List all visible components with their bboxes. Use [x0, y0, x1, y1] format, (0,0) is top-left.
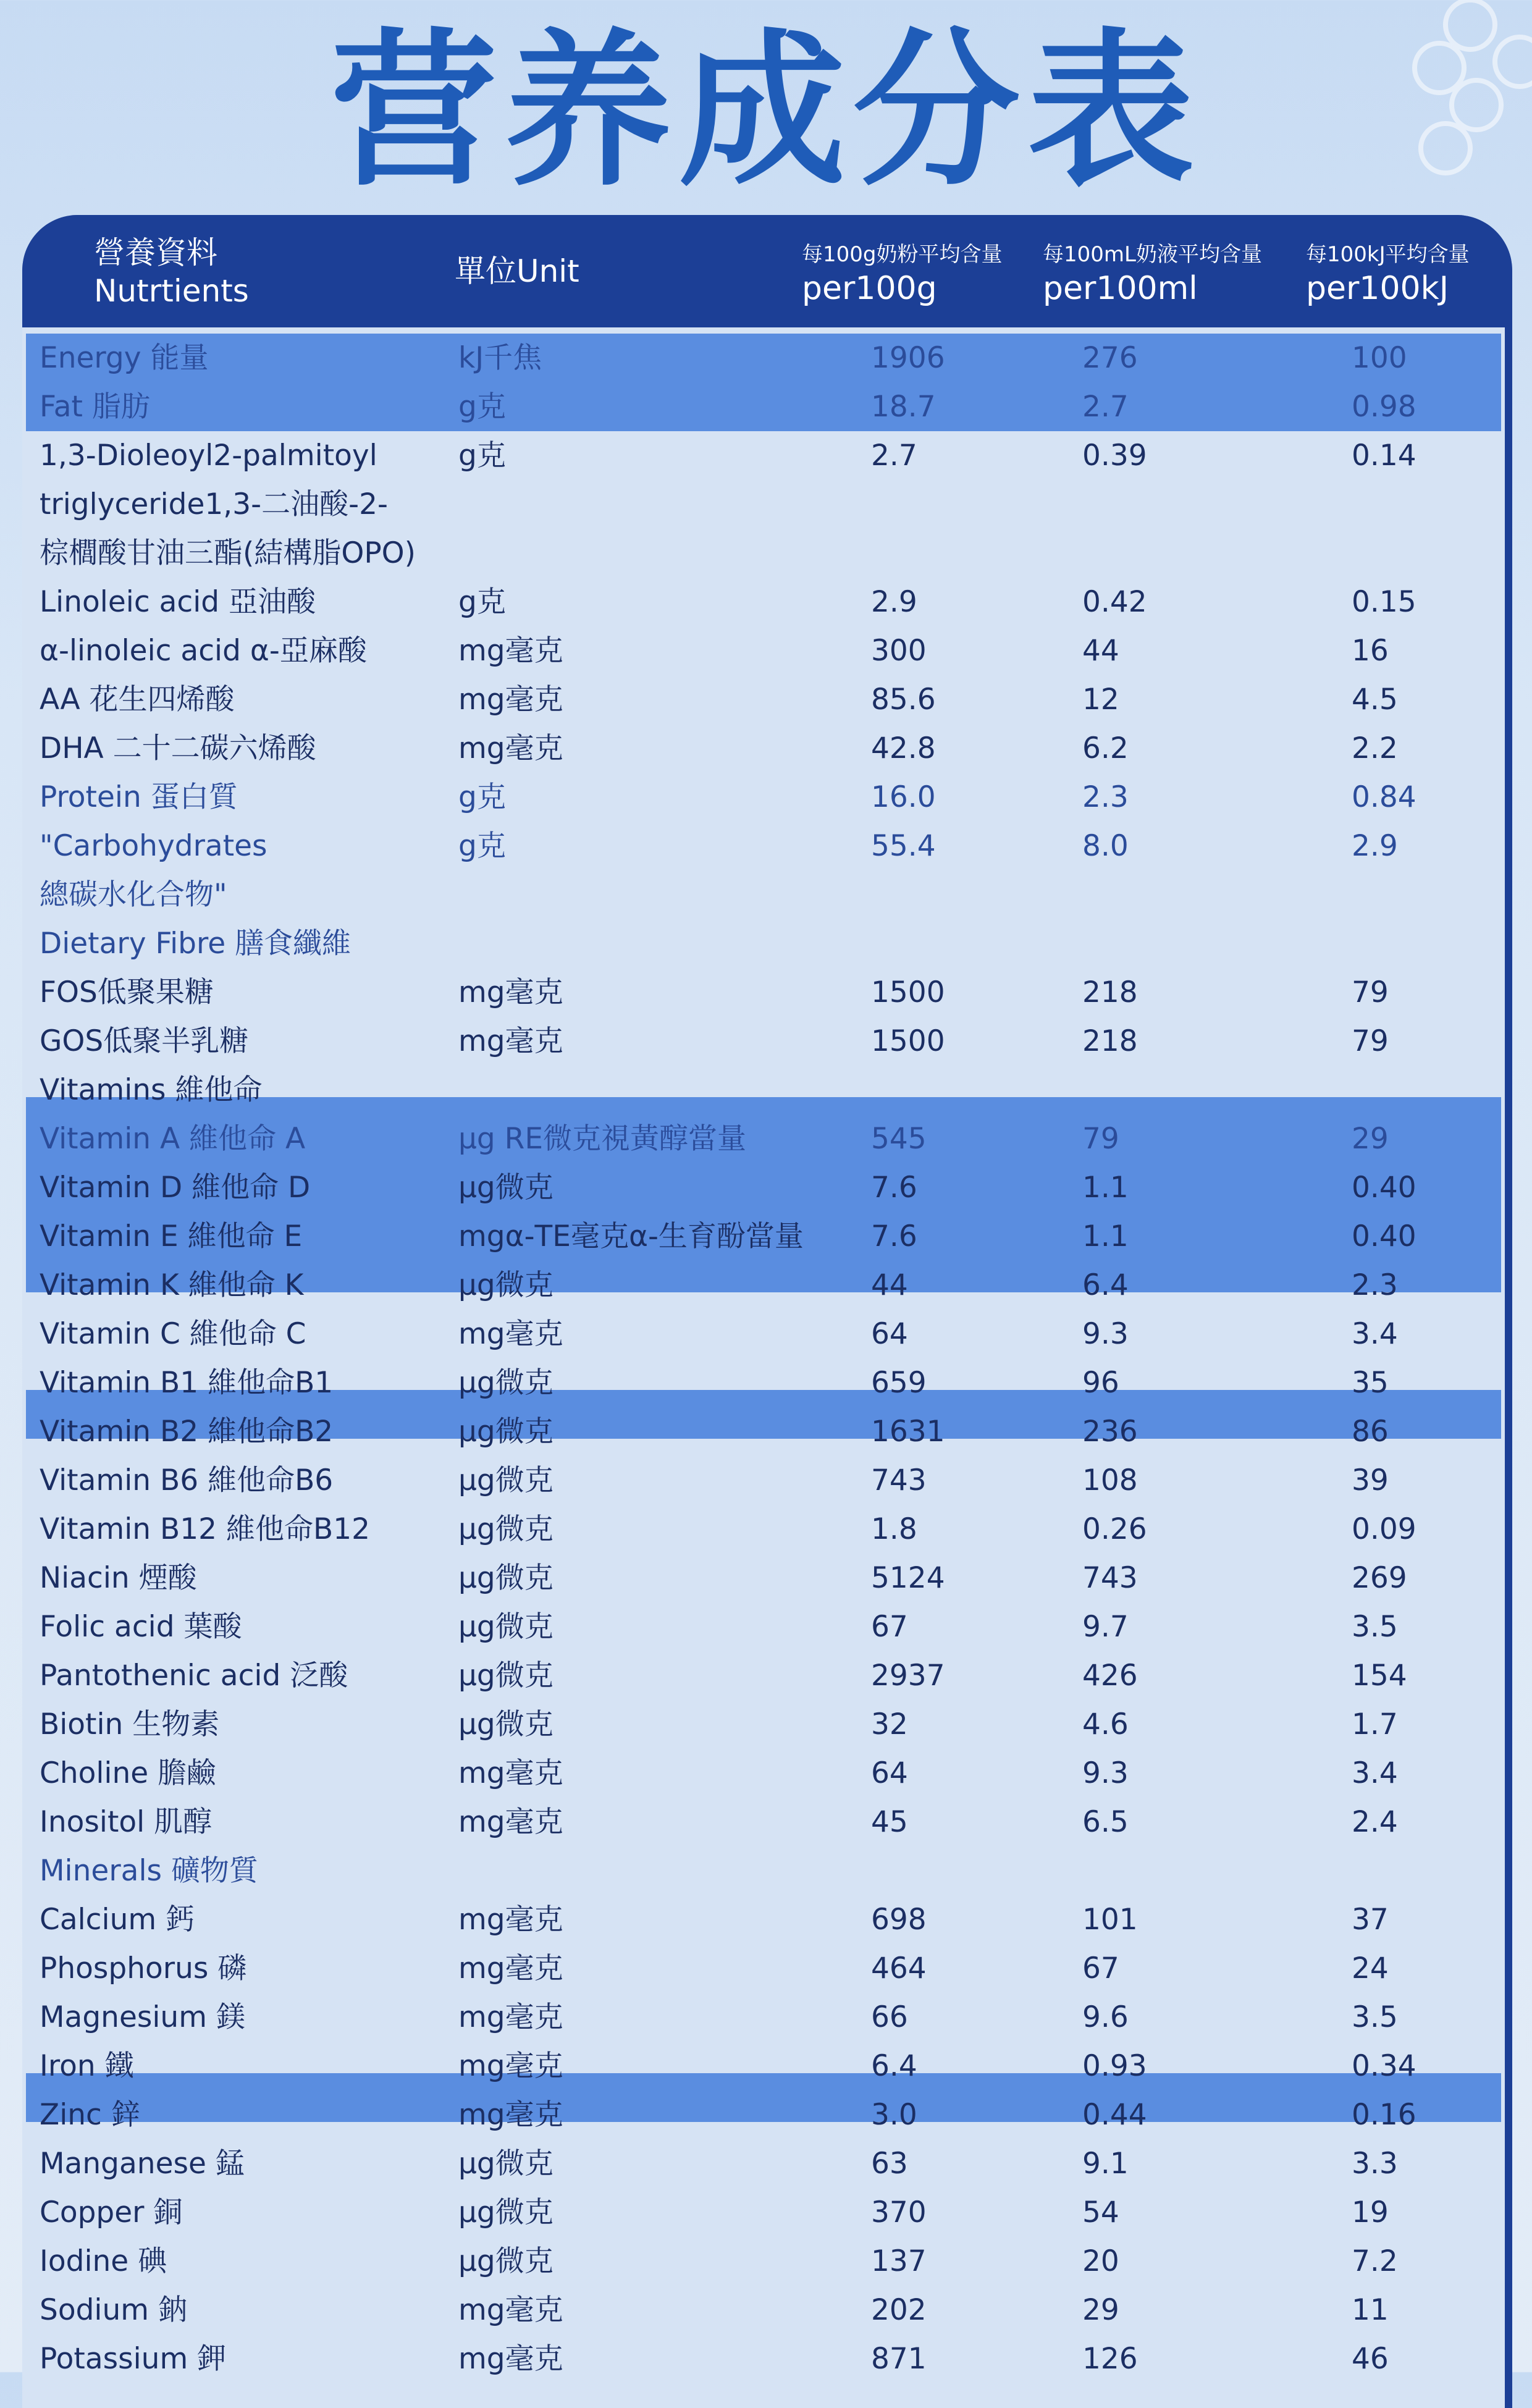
nutrient-name: Vitamin B1 維他命B1 — [40, 1366, 334, 1400]
value-per100kj: 0.40 — [1352, 1171, 1416, 1205]
value-per100kj: 7.2 — [1352, 2244, 1398, 2278]
nutrient-name: triglyceride1,3-二油酸-2- — [40, 487, 388, 521]
nutrient-name: Niacin 煙酸 — [40, 1561, 197, 1595]
value-per100ml: 9.6 — [1082, 2000, 1129, 2034]
unit-cell: mg毫克 — [458, 1756, 563, 1790]
unit-cell: μg微克 — [458, 1366, 553, 1400]
table-row — [22, 1066, 1505, 1114]
nutrient-name: Linoleic acid 亞油酸 — [40, 585, 316, 619]
table-row — [22, 1261, 1505, 1310]
nutrient-name: Vitamin B12 維他命B12 — [40, 1512, 371, 1546]
value-per100kj: 19 — [1352, 2195, 1389, 2229]
value-per100g: 1906 — [871, 341, 945, 375]
table-row — [22, 1993, 1505, 2042]
value-per100kj: 269 — [1352, 1561, 1407, 1595]
value-per100g: 545 — [871, 1122, 927, 1156]
header-per100g-caption: 每100g奶粉平均含量 — [802, 242, 1003, 267]
value-per100ml: 218 — [1082, 1024, 1138, 1058]
unit-cell: g克 — [458, 585, 506, 619]
unit-cell: μg微克 — [458, 2147, 553, 2181]
value-per100ml: 2.7 — [1082, 390, 1129, 424]
table-header — [22, 215, 1512, 327]
unit-cell: μg微克 — [458, 1659, 553, 1693]
value-per100ml: 108 — [1082, 1463, 1138, 1497]
value-per100kj: 11 — [1352, 2293, 1389, 2327]
value-per100kj: 2.3 — [1352, 1268, 1398, 1302]
page-title: 营养成分表 — [330, 14, 1202, 208]
nutrient-name: Inositol 肌醇 — [40, 1805, 213, 1839]
nutrient-name: Biotin 生物素 — [40, 1707, 220, 1741]
value-per100kj: 3.4 — [1352, 1756, 1398, 1790]
value-per100ml: 29 — [1082, 2293, 1119, 2327]
value-per100ml: 0.26 — [1082, 1512, 1147, 1546]
unit-cell: μg微克 — [458, 1268, 553, 1302]
unit-cell: μg微克 — [458, 1561, 553, 1595]
value-per100ml: 9.3 — [1082, 1756, 1129, 1790]
unit-cell: g克 — [458, 439, 506, 473]
value-per100kj: 1.7 — [1352, 1707, 1398, 1741]
value-per100g: 464 — [871, 1951, 927, 1985]
value-per100kj: 0.09 — [1352, 1512, 1416, 1546]
value-per100kj: 4.5 — [1352, 683, 1398, 717]
unit-cell: mg毫克 — [458, 2098, 563, 2132]
value-per100g: 202 — [871, 2293, 927, 2327]
nutrient-name: Minerals 礦物質 — [40, 1854, 258, 1888]
value-per100ml: 20 — [1082, 2244, 1119, 2278]
value-per100ml: 44 — [1082, 634, 1119, 668]
nutrient-name: "Carbohydrates — [40, 829, 267, 863]
table-row — [22, 529, 1505, 578]
value-per100kj: 100 — [1352, 341, 1407, 375]
value-per100g: 370 — [871, 2195, 927, 2229]
table-row — [22, 2334, 1505, 2383]
value-per100ml: 1.1 — [1082, 1171, 1129, 1205]
unit-cell: μg RE微克視黃醇當量 — [458, 1122, 747, 1156]
value-per100g: 18.7 — [871, 390, 936, 424]
unit-cell: mg毫克 — [458, 1024, 563, 1058]
header-per100g-label: per100g — [802, 270, 937, 307]
value-per100kj: 0.84 — [1352, 780, 1416, 814]
value-per100kj: 3.4 — [1352, 1317, 1398, 1351]
unit-cell: mg毫克 — [458, 2000, 563, 2034]
value-per100kj: 37 — [1352, 1903, 1389, 1937]
value-per100ml: 54 — [1082, 2195, 1119, 2229]
unit-cell: μg微克 — [458, 1512, 553, 1546]
nutrient-name: Vitamin B6 維他命B6 — [40, 1463, 334, 1497]
value-per100g: 16.0 — [871, 780, 936, 814]
nutrient-name: Vitamin A 維他命 A — [40, 1122, 306, 1156]
value-per100g: 1500 — [871, 975, 945, 1009]
value-per100g: 67 — [871, 1610, 908, 1644]
unit-cell: mg毫克 — [458, 1805, 563, 1839]
value-per100ml: 67 — [1082, 1951, 1119, 1985]
value-per100kj: 39 — [1352, 1463, 1389, 1497]
value-per100kj: 35 — [1352, 1366, 1389, 1400]
value-per100ml: 6.5 — [1082, 1805, 1129, 1839]
unit-cell: kJ千焦 — [458, 341, 542, 375]
value-per100ml: 6.2 — [1082, 731, 1129, 765]
nutrient-name: Vitamin E 維他命 E — [40, 1219, 303, 1253]
value-per100g: 2.9 — [871, 585, 917, 619]
table-row — [22, 1798, 1505, 1846]
value-per100g: 5124 — [871, 1561, 945, 1595]
value-per100ml: 126 — [1082, 2342, 1138, 2376]
table-row — [22, 1017, 1505, 1066]
nutrient-name: Fat 脂肪 — [40, 390, 150, 424]
nutrient-name: Dietary Fibre 膳食纖維 — [40, 927, 351, 961]
unit-cell: mg毫克 — [458, 683, 563, 717]
value-per100kj: 0.15 — [1352, 585, 1416, 619]
value-per100ml: 0.93 — [1082, 2049, 1147, 2083]
nutrient-name: Vitamins 維他命 — [40, 1073, 263, 1107]
table-row — [22, 2237, 1505, 2286]
unit-cell: μg微克 — [458, 1610, 553, 1644]
value-per100ml: 0.42 — [1082, 585, 1147, 619]
value-per100kj: 3.5 — [1352, 1610, 1398, 1644]
header-unit: 單位Unit — [455, 253, 579, 289]
nutrient-name: Magnesium 鎂 — [40, 2000, 245, 2034]
nutrient-name: 總碳水化合物" — [40, 878, 227, 912]
value-per100ml: 0.44 — [1082, 2098, 1147, 2132]
nutrient-name: 棕櫚酸甘油三酯(結構脂OPO) — [40, 536, 416, 570]
value-per100kj: 0.14 — [1352, 439, 1416, 473]
value-per100g: 1500 — [871, 1024, 945, 1058]
value-per100kj: 3.3 — [1352, 2147, 1398, 2181]
table-row — [22, 480, 1505, 529]
nutrient-name: 1,3-Dioleoyl2-palmitoyl — [40, 439, 377, 473]
unit-cell: μg微克 — [458, 2195, 553, 2229]
value-per100ml: 6.4 — [1082, 1268, 1129, 1302]
header-per100ml-label: per100ml — [1043, 270, 1198, 307]
value-per100ml: 96 — [1082, 1366, 1119, 1400]
nutrient-name: α-linoleic acid α-亞麻酸 — [40, 634, 367, 668]
table-row — [22, 334, 1505, 382]
table-row — [22, 382, 1505, 431]
nutrient-name: Calcium 鈣 — [40, 1903, 195, 1937]
value-per100g: 300 — [871, 634, 927, 668]
nutrient-name: DHA 二十二碳六烯酸 — [40, 731, 316, 765]
nutrition-table — [22, 215, 1512, 2408]
value-per100ml: 9.1 — [1082, 2147, 1129, 2181]
nutrient-name: Copper 銅 — [40, 2195, 183, 2229]
value-per100g: 698 — [871, 1903, 927, 1937]
nutrient-name: Folic acid 葉酸 — [40, 1610, 242, 1644]
unit-cell: mg毫克 — [458, 2049, 563, 2083]
table-row — [22, 1651, 1505, 1700]
value-per100g: 2.7 — [871, 439, 917, 473]
unit-cell: mg毫克 — [458, 2342, 563, 2376]
value-per100g: 1.8 — [871, 1512, 917, 1546]
value-per100ml: 218 — [1082, 975, 1138, 1009]
value-per100kj: 3.5 — [1352, 2000, 1398, 2034]
header-per100g — [802, 241, 1002, 309]
table-row — [22, 968, 1505, 1017]
table-row — [22, 919, 1505, 968]
table-row — [22, 1944, 1505, 1993]
unit-cell: μg微克 — [458, 1463, 553, 1497]
unit-cell: mg毫克 — [458, 1903, 563, 1937]
value-per100g: 743 — [871, 1463, 927, 1497]
nutrient-name: Choline 膽鹼 — [40, 1756, 216, 1790]
value-per100ml: 0.39 — [1082, 439, 1147, 473]
value-per100kj: 16 — [1352, 634, 1389, 668]
unit-cell: μg微克 — [458, 1415, 553, 1449]
value-per100kj: 154 — [1352, 1659, 1407, 1693]
value-per100g: 1631 — [871, 1415, 945, 1449]
value-per100g: 3.0 — [871, 2098, 917, 2132]
value-per100g: 137 — [871, 2244, 927, 2278]
nutrient-name: Phosphorus 磷 — [40, 1951, 247, 1985]
table-row — [22, 1163, 1505, 1212]
nutrient-name: Iodine 碘 — [40, 2244, 167, 2278]
value-per100g: 871 — [871, 2342, 927, 2376]
unit-cell: mg毫克 — [458, 731, 563, 765]
value-per100g: 659 — [871, 1366, 927, 1400]
value-per100g: 32 — [871, 1707, 908, 1741]
nutrient-name: Pantothenic acid 泛酸 — [40, 1659, 348, 1693]
value-per100kj: 2.9 — [1352, 829, 1398, 863]
table-row — [22, 1212, 1505, 1261]
header-per100kj-caption: 每100kJ平均含量 — [1306, 242, 1470, 267]
nutrient-name: GOS低聚半乳糖 — [40, 1024, 249, 1058]
table-row — [22, 2042, 1505, 2090]
table-row — [22, 1895, 1505, 1944]
table-row — [22, 1114, 1505, 1163]
value-per100kj: 24 — [1352, 1951, 1389, 1985]
unit-cell: μg微克 — [458, 1171, 553, 1205]
value-per100g: 66 — [871, 2000, 908, 2034]
unit-cell: g克 — [458, 780, 506, 814]
nutrient-name: Vitamin D 維他命 D — [40, 1171, 311, 1205]
table-row — [22, 626, 1505, 675]
table-row — [22, 1700, 1505, 1749]
header-nutrients — [94, 234, 249, 310]
value-per100kj: 2.2 — [1352, 731, 1398, 765]
header-nutrients-en: Nutrtients — [94, 273, 249, 309]
value-per100kj: 86 — [1352, 1415, 1389, 1449]
table-row — [22, 1554, 1505, 1602]
table-row — [22, 773, 1505, 822]
value-per100g: 7.6 — [871, 1219, 917, 1253]
value-per100kj: 79 — [1352, 975, 1389, 1009]
nutrient-name: Sodium 鈉 — [40, 2293, 187, 2327]
value-per100kj: 29 — [1352, 1122, 1389, 1156]
nutrient-name: Iron 鐵 — [40, 2049, 134, 2083]
value-per100ml: 8.0 — [1082, 829, 1129, 863]
value-per100g: 55.4 — [871, 829, 936, 863]
unit-cell: mg毫克 — [458, 1317, 563, 1351]
value-per100kj: 0.40 — [1352, 1219, 1416, 1253]
value-per100ml: 1.1 — [1082, 1219, 1129, 1253]
nutrient-name: Manganese 錳 — [40, 2147, 245, 2181]
table-row — [22, 870, 1505, 919]
nutrient-name: Zinc 鋅 — [40, 2098, 140, 2132]
value-per100kj: 2.4 — [1352, 1805, 1398, 1839]
value-per100ml: 2.3 — [1082, 780, 1129, 814]
value-per100ml: 9.3 — [1082, 1317, 1129, 1351]
unit-cell: mg毫克 — [458, 975, 563, 1009]
nutrient-name: Energy 能量 — [40, 341, 209, 375]
value-per100g: 2937 — [871, 1659, 945, 1693]
table-row — [22, 2188, 1505, 2237]
table-row — [22, 1505, 1505, 1554]
table-row — [22, 2286, 1505, 2334]
table-row — [22, 578, 1505, 626]
unit-cell: mg毫克 — [458, 1951, 563, 1985]
value-per100kj: 0.16 — [1352, 2098, 1416, 2132]
value-per100ml: 236 — [1082, 1415, 1138, 1449]
value-per100ml: 276 — [1082, 341, 1138, 375]
unit-cell: μg微克 — [458, 2244, 553, 2278]
nutrient-name: Vitamin B2 維他命B2 — [40, 1415, 334, 1449]
table-row — [22, 1602, 1505, 1651]
value-per100kj: 0.34 — [1352, 2049, 1416, 2083]
value-per100ml: 4.6 — [1082, 1707, 1129, 1741]
value-per100g: 85.6 — [871, 683, 936, 717]
header-per100ml — [1043, 241, 1262, 309]
unit-cell: mgα-TE毫克α-生育酚當量 — [458, 1219, 804, 1253]
table-row — [22, 1310, 1505, 1358]
header-per100kj-label: per100kJ — [1306, 270, 1449, 307]
header-per100ml-caption: 每100mL奶液平均含量 — [1043, 242, 1262, 267]
value-per100g: 44 — [871, 1268, 908, 1302]
value-per100g: 45 — [871, 1805, 908, 1839]
value-per100ml: 79 — [1082, 1122, 1119, 1156]
value-per100kj: 79 — [1352, 1024, 1389, 1058]
value-per100ml: 9.7 — [1082, 1610, 1129, 1644]
value-per100g: 63 — [871, 2147, 908, 2181]
unit-cell: μg微克 — [458, 1707, 553, 1741]
unit-cell: mg毫克 — [458, 2293, 563, 2327]
table-row — [22, 1456, 1505, 1505]
value-per100ml: 743 — [1082, 1561, 1138, 1595]
value-per100ml: 12 — [1082, 683, 1119, 717]
table-row — [22, 822, 1505, 870]
value-per100g: 64 — [871, 1756, 908, 1790]
nutrient-name: FOS低聚果糖 — [40, 975, 214, 1009]
table-row — [22, 1358, 1505, 1407]
value-per100g: 7.6 — [871, 1171, 917, 1205]
table-row — [22, 1749, 1505, 1798]
value-per100kj: 46 — [1352, 2342, 1389, 2376]
value-per100g: 42.8 — [871, 731, 936, 765]
unit-cell: g克 — [458, 390, 506, 424]
table-row — [22, 1407, 1505, 1456]
value-per100g: 6.4 — [871, 2049, 917, 2083]
nutrient-name: Protein 蛋白質 — [40, 780, 238, 814]
nutrient-name: Vitamin K 維他命 K — [40, 1268, 304, 1302]
table-row — [22, 724, 1505, 773]
table-row — [22, 675, 1505, 724]
table-row — [22, 2139, 1505, 2188]
nutrient-name: Potassium 鉀 — [40, 2342, 227, 2376]
table-row — [22, 431, 1505, 480]
value-per100kj: 0.98 — [1352, 390, 1416, 424]
unit-cell: mg毫克 — [458, 634, 563, 668]
table-row — [22, 2090, 1505, 2139]
table-body — [22, 327, 1505, 2408]
header-nutrients-zh: 營養資料 — [94, 235, 217, 271]
header-per100kj — [1306, 241, 1470, 309]
unit-cell: g克 — [458, 829, 506, 863]
nutrient-name: AA 花生四烯酸 — [40, 683, 235, 717]
value-per100ml: 426 — [1082, 1659, 1138, 1693]
value-per100ml: 101 — [1082, 1903, 1138, 1937]
value-per100g: 64 — [871, 1317, 908, 1351]
nutrient-name: Vitamin C 維他命 C — [40, 1317, 306, 1351]
table-row — [22, 1846, 1505, 1895]
